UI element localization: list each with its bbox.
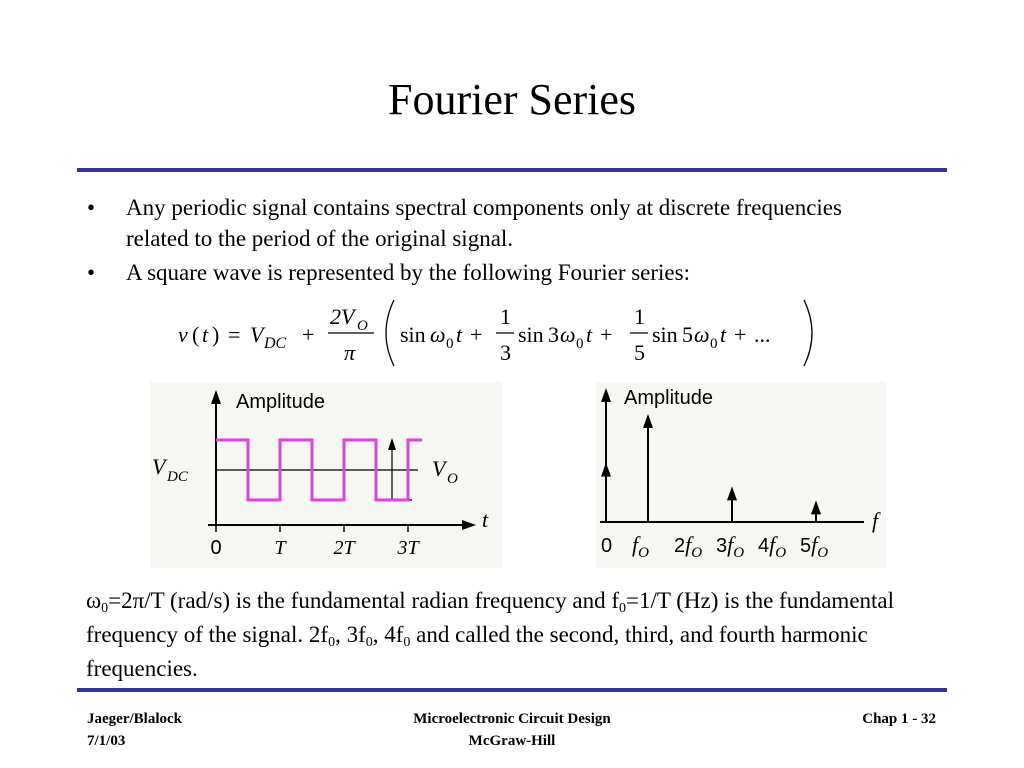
- eq-sin5: sin: [652, 322, 678, 347]
- note-sub: 0: [618, 601, 626, 616]
- bullet-marker: •: [87, 195, 96, 220]
- eq-lparen: (: [192, 322, 200, 347]
- spectral-line-arrow: [643, 414, 653, 428]
- footer-center: [312, 708, 712, 752]
- note-sub: 0: [328, 635, 336, 650]
- eq-plus3: +: [600, 322, 613, 347]
- bullet-marker: •: [87, 260, 96, 285]
- spectrum-ticks: [601, 532, 828, 561]
- eq-three: 3: [548, 322, 559, 347]
- note-text: =1/T (Hz) is the fundamental frequency of the signal. 2f: [86, 588, 895, 647]
- eq-plus5: +: [734, 322, 747, 347]
- x-tick-label: 2T: [333, 537, 355, 559]
- eq-fifth-den: 5: [634, 340, 645, 365]
- spectral-line-arrow: [601, 463, 611, 477]
- eq-omega3: ω: [560, 322, 576, 347]
- footer-page: Chap 1 - 32: [862, 711, 936, 727]
- y-axis-label: Amplitude: [236, 391, 325, 413]
- amp-label: V: [432, 456, 446, 481]
- slide-title: Fourier Series: [387, 75, 637, 124]
- eq-fifth-num: 1: [634, 304, 645, 329]
- eq-sin1: sin: [400, 322, 426, 347]
- bullet-text: A square wave is represented by the following Fourier series:: [126, 260, 690, 285]
- note-pi: π: [132, 588, 145, 613]
- bullet-item: [87, 257, 907, 288]
- footer-date: 7/1/03: [87, 733, 126, 749]
- footer-authors: Jaeger/Blalock: [87, 711, 182, 727]
- y-axis-arrow: [211, 390, 221, 404]
- spectral-line-arrow: [811, 500, 821, 514]
- bullet-text: Any periodic signal contains spectral components only at discrete frequencies related to the period of the original signal.: [126, 195, 842, 251]
- square-wave-ticks: [210, 525, 420, 559]
- eq-t1: t: [456, 322, 463, 347]
- note-text: , 3f: [335, 622, 366, 647]
- square-wave-plot: [150, 382, 502, 568]
- x-tick-label: T: [274, 537, 286, 559]
- footer-right: [862, 708, 936, 730]
- eq-plus: +: [302, 322, 315, 347]
- bullet-list: [87, 192, 907, 291]
- eq-five: 5: [682, 322, 693, 347]
- eq-v: v: [178, 322, 188, 347]
- fourier-equation: [172, 296, 822, 370]
- note-text: =2: [108, 588, 133, 613]
- eq-zero5: 0: [710, 336, 718, 352]
- eq-vdc: V: [250, 322, 264, 347]
- x-axis-label: t: [482, 507, 489, 532]
- x-axis-arrow: [462, 520, 476, 530]
- dc-label: V: [152, 454, 166, 479]
- eq-ellipsis: ...: [754, 322, 771, 347]
- eq-zero1: 0: [446, 336, 454, 352]
- footer-left: [87, 708, 182, 752]
- spectral-lines: [601, 414, 821, 522]
- footer-book: Microelectronic Circuit Design: [413, 711, 611, 727]
- spectrum-figure: [596, 382, 886, 568]
- amp-sub: O: [447, 471, 458, 487]
- bullet-item: [87, 192, 907, 254]
- square-wave-figure: [150, 382, 502, 568]
- footer-divider: [77, 688, 947, 692]
- spec-x-axis-label: f: [872, 508, 879, 533]
- eq-t5: t: [720, 322, 727, 347]
- eq-sin3: sin: [518, 322, 544, 347]
- spectrum-plot: [596, 382, 886, 568]
- spec-tick-label: $2f_O$: [674, 532, 703, 561]
- eq-zero3: 0: [576, 336, 584, 352]
- harmonics-note: [86, 584, 946, 686]
- eq-plus1: +: [470, 322, 483, 347]
- eq-big-lparen: [386, 300, 394, 366]
- eq-big-rparen: [804, 300, 812, 366]
- note-omega: ω: [86, 588, 102, 613]
- note-sub: 0: [101, 601, 109, 616]
- eq-coef-num: 2V: [330, 304, 355, 329]
- eq-t: t: [202, 322, 209, 347]
- eq-third-den: 3: [500, 340, 511, 365]
- spec-y-axis-label: Amplitude: [624, 387, 713, 409]
- note-sub: 0: [403, 635, 411, 650]
- eq-third-num: 1: [500, 304, 511, 329]
- spec-y-axis-arrow: [601, 388, 611, 402]
- dc-sub: DC: [167, 469, 188, 485]
- spec-tick-label: $3f_O$: [716, 532, 745, 561]
- note-text: /T (rad/s) is the fundamental radian frequency and f: [144, 588, 619, 613]
- eq-rparen: ): [212, 322, 220, 347]
- spectral-line-arrow: [727, 486, 737, 500]
- note-text: and called the second, third, and fourth harmonic frequencies.: [86, 622, 868, 681]
- eq-equals: =: [228, 322, 241, 347]
- x-tick-label: 0: [210, 537, 222, 559]
- spec-tick-label: 0: [601, 535, 613, 557]
- note-text: , 4f: [372, 622, 404, 647]
- spec-tick-label: $5f_O$: [800, 532, 829, 561]
- footer-publisher: McGraw-Hill: [468, 733, 556, 749]
- eq-omega5: ω: [694, 322, 710, 347]
- note-sub: 0: [365, 635, 373, 650]
- amp-arrow: [388, 438, 396, 450]
- eq-coef-den: π: [344, 340, 356, 365]
- eq-omega1: ω: [430, 322, 446, 347]
- eq-coef-num-sub: O: [357, 318, 368, 334]
- spec-tick-label: $4f_O$: [758, 532, 787, 561]
- spec-tick-label: $f_O$: [632, 532, 649, 561]
- title-divider: [77, 168, 947, 172]
- x-tick-label: 3T: [397, 537, 419, 559]
- eq-vdc-sub: DC: [264, 335, 287, 352]
- eq-t3: t: [586, 322, 593, 347]
